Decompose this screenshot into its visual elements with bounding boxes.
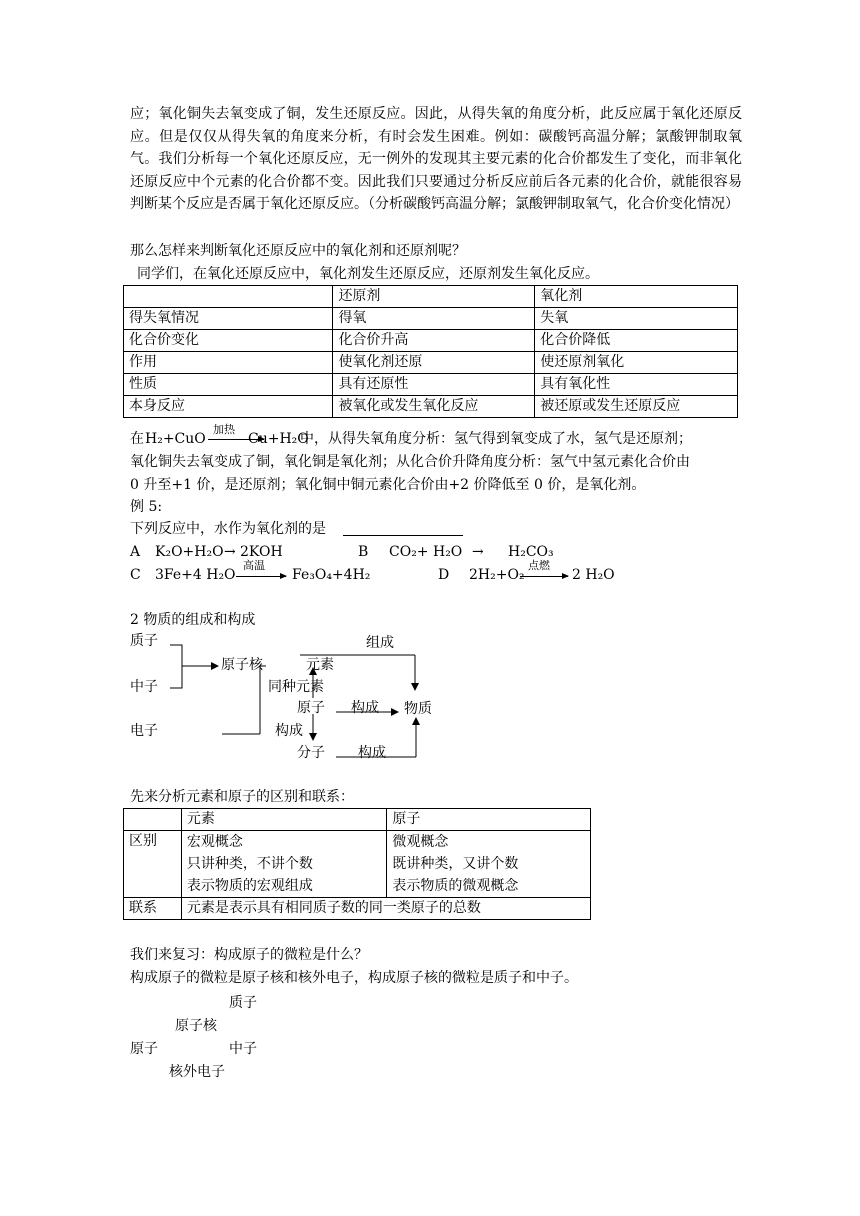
example-question: 下列反应中，水作为氧化剂的是	[130, 521, 326, 537]
diff-label: 区别	[124, 831, 182, 898]
tree-nucleus: 原子核	[175, 1018, 217, 1034]
table-header-oxidizer: 氧化剂	[535, 286, 738, 308]
table-header-element: 元素	[181, 809, 387, 831]
link-text: 元素是表示具有相同质子数的同一类原子的总数	[181, 898, 590, 920]
tree-electron: 核外电子	[169, 1064, 225, 1080]
table-cell: 具有还原性	[333, 374, 535, 396]
table-row	[124, 831, 591, 898]
analysis-line2: 氧化铜失去氧变成了铜，氧化铜是氧化剂；从化合价升降角度分析：氢气中氢元素化合价由	[130, 454, 690, 470]
section-title: 2 物质的组成和构成	[130, 612, 256, 628]
table-header-atom: 原子	[387, 809, 591, 831]
analysis-prefix: 在	[130, 431, 144, 447]
node-substance: 物质	[404, 701, 432, 717]
node-neutron: 中子	[130, 679, 158, 695]
node-molecule: 分子	[297, 745, 325, 761]
option-d-label: D	[438, 567, 450, 583]
label-compose: 组成	[366, 635, 394, 651]
label-construct: 构成	[358, 745, 386, 761]
option-a-right: 2KOH	[240, 544, 283, 560]
option-a-left: K₂O+H₂O	[155, 544, 224, 560]
link-label: 联系	[124, 898, 182, 920]
table-cell: 得氧	[333, 308, 535, 330]
label-construct: 构成	[275, 723, 303, 739]
node-atom: 原子	[297, 700, 325, 716]
table-cell: 本身反应	[124, 396, 333, 418]
table-cell: 使还原剂氧化	[535, 352, 738, 374]
option-c-label: C	[130, 567, 141, 583]
tree-atom: 原子	[130, 1041, 158, 1057]
node-nucleus: 原子核	[221, 657, 263, 673]
tree-neutron: 中子	[229, 1041, 257, 1057]
list-item: 只讲种类，不讲个数	[186, 856, 313, 872]
option-c-left: 3Fe+4 H₂O	[155, 567, 236, 583]
ignite-condition: 点燃	[528, 559, 550, 572]
label-same-kind: 同种元素	[268, 679, 324, 695]
table-cell: 作用	[124, 352, 333, 374]
list-item: 表示物质的宏观组成	[186, 878, 313, 894]
analysis-products: Cu+H₂O	[248, 431, 309, 447]
table-cell: 化合价变化	[124, 330, 333, 352]
node-electron: 电子	[130, 723, 158, 739]
compare-intro: 先来分析元素和原子的区别和联系：	[130, 789, 354, 805]
analysis-reactants: H₂+CuO	[145, 431, 206, 447]
option-b-label: B	[358, 544, 369, 560]
table-cell	[124, 809, 182, 831]
table-cell: 化合价降低	[535, 330, 738, 352]
list-item: 宏观概念	[186, 834, 243, 850]
table-header-reducer: 还原剂	[333, 286, 535, 308]
node-element: 元素	[306, 657, 334, 673]
option-d-right: 2 H₂O	[572, 567, 615, 583]
option-b-left: CO₂+ H₂O	[389, 544, 463, 560]
arrow-icon: →	[224, 544, 236, 560]
table-cell: 具有氧化性	[535, 374, 738, 396]
tree-proton: 质子	[229, 995, 257, 1011]
option-d-left: 2H₂+O₂	[469, 567, 525, 583]
table-cell: 性质	[124, 374, 333, 396]
table-cell: 化合价升高	[333, 330, 535, 352]
option-c-right: Fe₃O₄+4H₂	[292, 567, 371, 583]
analysis-line1: 中，从得失氧角度分析：氢气得到氧变成了水，氢气是还原剂；	[300, 431, 692, 447]
table-cell: 被还原或发生还原反应	[535, 396, 738, 418]
node-proton: 质子	[130, 633, 158, 649]
heat-condition: 加热	[213, 423, 235, 436]
review-answer: 构成原子的微粒是原子核和核外电子，构成原子核的微粒是质子和中子。	[130, 970, 578, 986]
intro-paragraph: 应；氧化铜失去氧变成了铜，发生还原反应。因此，从得失氧的角度分析，此反应属于氧化还原反应。但是仅仅从得失氧的角度来分析，有时会发生困难。例如：碳酸钙高温分解；氯酸钾制取氧气。我们分析每一个氧化还原反应，无一例外的发现其主要元素的化合价都发生了变化，而非氧化还原反应中个元素的化合价都不变。因此我们只要通过分析反应前后各元素的化合价，就能很容易判断某个反应是否属于氧化还原反应。（分析碳酸钙高温分解；氯酸钾制取氧气，化合价变化情况）	[130, 106, 742, 212]
statement-line: 同学们，在氧化还原反应中，氧化剂发生还原反应，还原剂发生氧化反应。	[137, 266, 599, 282]
table-row	[124, 898, 591, 920]
high-temp-condition: 高温	[243, 559, 265, 572]
atom-lines	[387, 831, 591, 898]
list-item: 既讲种类，又讲个数	[392, 856, 519, 872]
analysis-line3: 0 升至+1 价，是还原剂；氧化铜中铜元素化合价由+2 价降低至 0 价，是氧化剂。	[130, 477, 646, 493]
option-a-label: A	[130, 544, 141, 560]
arrow-icon: →	[472, 544, 484, 560]
bracket-line	[170, 645, 182, 688]
table-cell: 失氧	[535, 308, 738, 330]
table-row	[124, 809, 591, 831]
option-b-right: H₂CO₃	[508, 544, 554, 560]
element-lines	[181, 831, 387, 898]
compare-table	[123, 808, 591, 920]
list-item: 表示物质的微观概念	[392, 878, 519, 894]
example-title: 例 5:	[130, 499, 163, 515]
table-cell: 得失氧情况	[124, 308, 333, 330]
question-line: 那么怎样来判断氧化还原反应中的氧化剂和还原剂呢？	[130, 243, 466, 259]
table-cell: 被氧化或发生氧化反应	[333, 396, 535, 418]
list-item: 微观概念	[392, 834, 449, 850]
label-construct: 构成	[351, 700, 379, 716]
review-question: 我们来复习：构成原子的微粒是什么？	[130, 947, 368, 963]
table-cell: 使氧化剂还原	[333, 352, 535, 374]
